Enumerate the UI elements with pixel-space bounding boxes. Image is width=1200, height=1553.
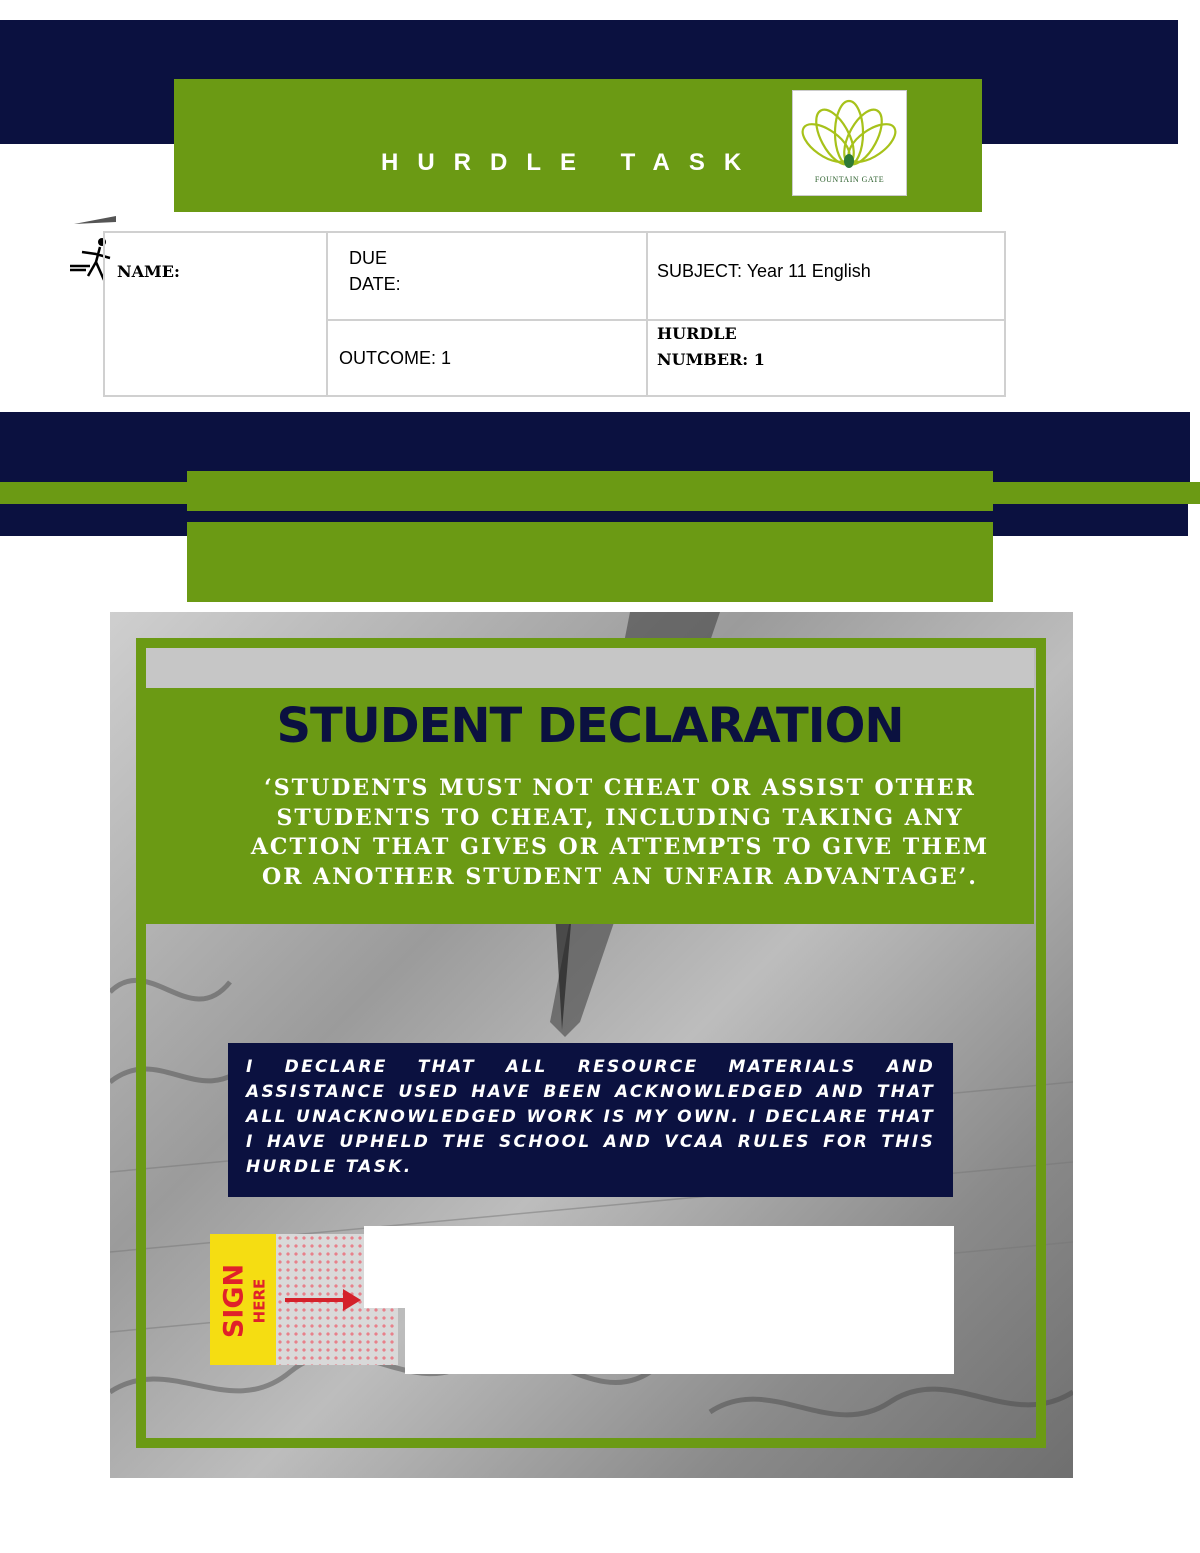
school-logo (792, 90, 907, 196)
arrow-right-icon (285, 1298, 345, 1302)
hurdle-label-line1: HURDLE (657, 324, 737, 343)
table-divider (326, 233, 328, 395)
divider-green-inner (187, 471, 993, 511)
page-title: HURDLE TASK (381, 149, 761, 176)
arrow-head-icon (343, 1289, 361, 1311)
logo-wordmark: FOUNTAIN GATE (814, 175, 885, 184)
declaration-statement-box (228, 1043, 953, 1197)
student-declaration-poster (110, 612, 1073, 1478)
header-title-panel (174, 79, 982, 212)
declaration-quote: ‘STUDENTS MUST NOT CHEAT OR ASSIST OTHER STUDENTS TO CHEAT, INCLUDING TAKING ANY ACTION THAT GIVES OR ATTEMPTS TO GIVE THEM OR ANOTHER STUDENT AN UNFAIR ADVANTAGE’. (250, 775, 990, 890)
signature-field-lower[interactable] (405, 1302, 954, 1374)
signature-field[interactable] (364, 1226, 954, 1308)
sign-here-tag (210, 1234, 276, 1365)
poster-top-strip (146, 648, 1034, 688)
declaration-statement: I DECLARE THAT ALL RESOURCE MATERIALS AND ASSISTANCE USED HAVE BEEN ACKNOWLEDGED AND THAT ALL UNACKNOWLEDGED WORK IS MY OWN. I DECLARE THAT I HAVE UPHELD THE SCHOOL AND VCAA RULES FOR THIS HURDLE TASK. (246, 1057, 935, 1177)
sign-label: SIGN (218, 1263, 250, 1339)
green-banner-block (187, 522, 993, 602)
here-label: HERE (250, 1278, 269, 1324)
declaration-header-panel (146, 688, 1034, 924)
due-date-label-line1: DUE (349, 248, 388, 268)
sign-here-label (219, 1234, 269, 1369)
outcome-label: OUTCOME: 1 (339, 348, 452, 368)
declaration-title: STUDENT DECLARATION (276, 698, 904, 754)
due-date-label-line2: DATE: (349, 274, 401, 294)
hurdle-number-label: NUMBER: 1 (657, 350, 765, 369)
subject-label: SUBJECT: Year 11 English (657, 261, 871, 281)
task-info-table (103, 231, 1006, 397)
table-divider (646, 233, 648, 395)
lotus-logo-icon (793, 91, 906, 175)
name-label: NAME: (117, 262, 180, 281)
